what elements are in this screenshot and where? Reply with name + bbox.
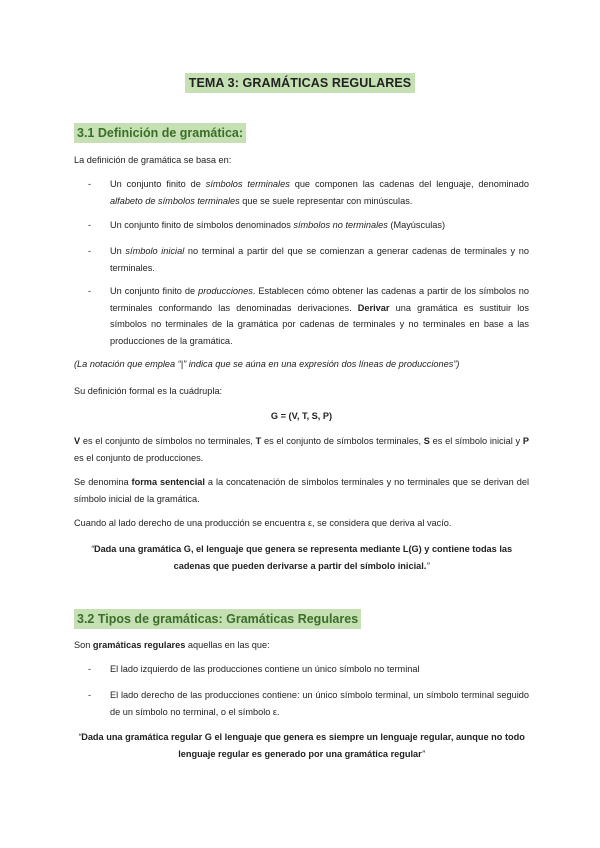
bullet-terminal-symbols (88, 176, 529, 209)
bullet-text: El lado derecho de las producciones contiene: un único símbolo terminal, un símbolo terminal seguido de un símbolo no terminal, o el símbolo ε. (110, 690, 529, 717)
document-title: TEMA 3: GRAMÁTICAS REGULARES (185, 73, 415, 93)
regular-language-quote: “Dada una gramática regular G el lenguaje que genera es siempre un lenguaje regular, aunque no todo lenguaje regular es generado por una gramática regular” (78, 732, 525, 759)
bullet-dash: - (88, 286, 92, 296)
section-2-heading: 3.2 Tipos de gramáticas: Gramáticas Regulares (74, 609, 361, 629)
title-wrap (0, 73, 600, 93)
bullet-nonterminal-symbols (88, 217, 529, 234)
notation-note: (La notación que emplea “|” indica que se aúna en una expresión dos líneas de producciones”) (74, 359, 460, 369)
bullet-dash: - (88, 246, 92, 256)
bullet-dash: - (88, 690, 92, 700)
bullet-productions (88, 283, 529, 349)
bullet-initial-symbol (88, 243, 529, 276)
bullet-right-side (88, 687, 529, 720)
sentential-form-definition: Se denomina forma sentencial a la concatenación de símbolos terminales y no terminales que se derivan del símbolo inicial de la gramática. (74, 477, 530, 504)
bullet-text: Un conjunto finito de producciones. Establecen cómo obtener las cadenas a partir de los símbolos no terminales conformando las denominadas derivaciones. Derivar una gramática es sustituir los símbolos no terminales de la gramática por cadenas de terminales y no terminales en base a las producciones de la gramática. (110, 286, 529, 346)
vtsp-definition: V es el conjunto de símbolos no terminales, T es el conjunto de símbolos terminales, S es el símbolo inicial y P es el conjunto de producciones. (74, 436, 529, 463)
epsilon-definition: Cuando al lado derecho de una producción se encuentra ε, se considera que deriva al vacío. (74, 518, 452, 528)
bullet-dash: - (88, 179, 92, 189)
formula-quadruple: G = (V, T, S, P) (270, 411, 333, 421)
bullet-text: Un conjunto finito de símbolos denominados símbolos no terminales (Mayúsculas) (110, 220, 446, 230)
bullet-text: El lado izquierdo de las producciones contiene un único símbolo no terminal (110, 664, 420, 674)
language-quote: “Dada una gramática G, el lenguaje que genera se representa mediante L(G) y contiene todas las cadenas que pueden derivarse a partir del símbolo inicial.” (90, 544, 513, 571)
section-2-intro: Son gramáticas regulares aquellas en las que: (74, 640, 270, 650)
bullet-dash: - (88, 220, 92, 230)
bullet-text: Un símbolo inicial no terminal a partir del que se comienzan a generar cadenas de terminales y no terminales. (110, 246, 529, 273)
formal-definition-intro: Su definición formal es la cuádrupla: (74, 386, 223, 396)
bullet-left-side (88, 661, 529, 678)
bullet-text: Un conjunto finito de símbolos terminales que componen las cadenas del lenguaje, denominado alfabeto de símbolos terminales que se suele representar con minúsculas. (110, 179, 529, 206)
bullet-dash: - (88, 664, 92, 674)
section-1-heading: 3.1 Definición de gramática: (74, 123, 246, 143)
section-1-intro: La definición de gramática se basa en: (74, 155, 232, 165)
